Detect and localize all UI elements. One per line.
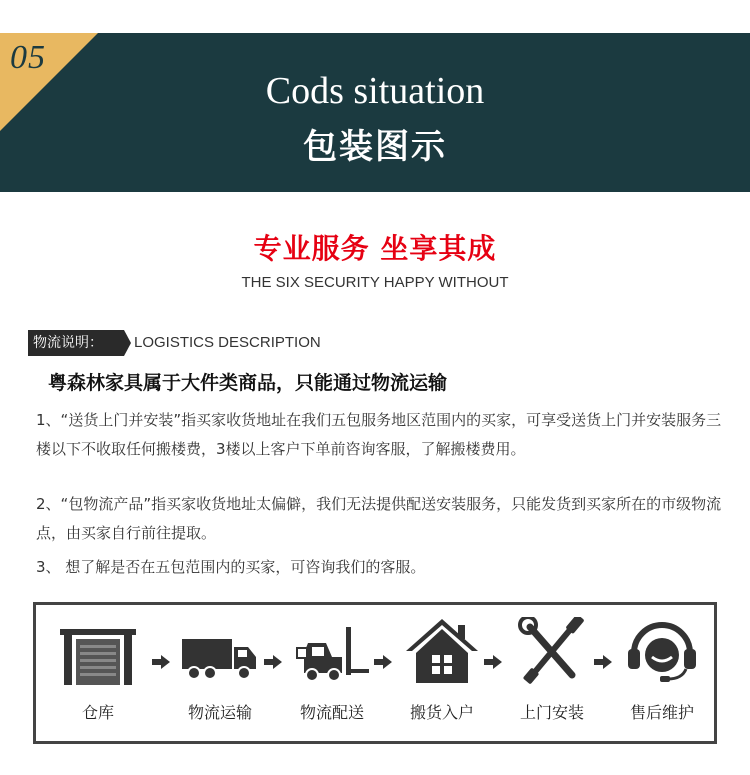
arrow-right-icon — [594, 655, 612, 669]
flow-step-warehouse — [50, 617, 146, 732]
flow-step-after-sales — [614, 617, 710, 732]
tools-icon — [512, 617, 592, 685]
arrow-right-icon — [152, 655, 170, 669]
delivery-flow — [33, 602, 717, 744]
logistics-item-2: 2、“包物流产品”指买家收货地址太偏僻，我们无法提供配送安装服务，只能发货到买家所在的市级物流点，由买家自行前往提取。 — [36, 495, 722, 542]
flow-step-label: 上门安装 — [519, 703, 584, 722]
logistics-heading: 粤森林家具属于大件类商品，只能通过物流运输 — [48, 372, 448, 394]
flow-step-label: 搬货入户 — [409, 703, 474, 722]
logistics-tag: 物流说明： — [28, 330, 124, 356]
forklift-icon — [292, 617, 372, 685]
flow-step-install — [504, 617, 600, 732]
flow-step-label: 物流运输 — [187, 703, 252, 722]
logistics-item-1: 1、“送货上门并安装”指买家收货地址在我们五包服务地区范围内的买家，可享受送货上门并安装服务三楼以下不收取任何搬楼费，3楼以上客户下单前咨询客服，了解搬楼费用。 — [36, 411, 722, 458]
flow-step-label: 物流配送 — [299, 703, 364, 722]
flow-step-delivery — [284, 617, 380, 732]
logistics-tag-en: LOGISTICS DESCRIPTION — [134, 334, 321, 351]
flow-step-label: 仓库 — [81, 703, 114, 722]
section-banner — [0, 33, 750, 192]
arrow-right-icon — [264, 655, 282, 669]
headset-icon — [622, 617, 702, 685]
house-icon — [402, 617, 482, 685]
slogan-subtitle: THE SIX SECURITY HAPPY WITHOUT — [241, 274, 509, 291]
tag-arrow-shape — [124, 330, 131, 356]
slogan-title: 专业服务 坐享其成 — [253, 232, 497, 265]
banner-title-cn: 包装图示 — [303, 127, 447, 167]
arrow-right-icon — [484, 655, 502, 669]
flow-step-transport — [172, 617, 268, 732]
flow-step-move-in — [394, 617, 490, 732]
warehouse-icon — [58, 617, 138, 685]
banner-title-en: Cods situation — [265, 70, 485, 112]
arrow-right-icon — [374, 655, 392, 669]
truck-icon — [180, 617, 260, 685]
logistics-item-3: 3、 想了解是否在五包范围内的买家，可咨询我们的客服。 — [36, 558, 426, 576]
flow-step-label: 售后维护 — [629, 703, 694, 722]
section-number: 05 — [10, 39, 46, 76]
